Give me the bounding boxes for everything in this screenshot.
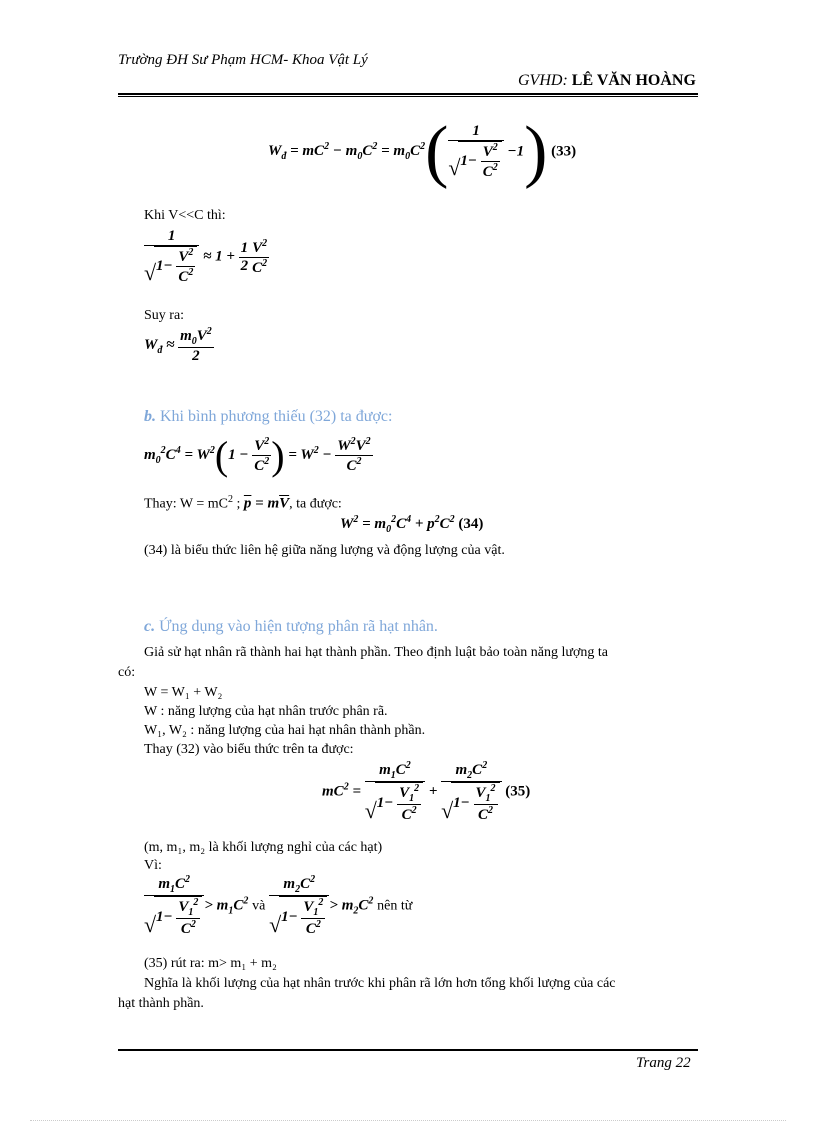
mass-note: (m, m₁, m₂ là khối lượng nghỉ của các hạt) — [144, 840, 383, 855]
header-rule — [118, 93, 698, 97]
w-sum: W = W₁ + W₂ — [144, 685, 223, 700]
page-number: Trang 22 — [636, 1055, 691, 1071]
w12-desc: W₁, W₂ : năng lượng của hai hạt nhân thành phần. — [144, 723, 426, 738]
w-desc: W : năng lượng của hạt nhân trước phân rã. — [144, 704, 388, 719]
final-line1: Nghĩa là khối lượng của hạt nhân trước khi phân rã lớn hơn tổng khối lượng của các — [144, 976, 616, 991]
thay-w: W = mC — [179, 496, 228, 512]
section-c-title: Ứng dụng vào hiện tượng phân rã hạt nhân. — [159, 618, 438, 635]
equation-33: $W_đ = mC^2 - m_0C^2 = m_0C^2$( 1 √ 1− $\frac{V^2}{C^2}$ −1) (33) — [268, 112, 576, 192]
section-c-heading — [144, 618, 438, 636]
va-text: và — [252, 898, 266, 914]
vi-text: Vì: — [144, 858, 162, 873]
thay32-text: Thay (32) vào biểu thức trên ta được: — [144, 742, 354, 757]
section-c-label: c. — [144, 618, 156, 635]
header-teacher — [518, 72, 696, 90]
thay-line: Thay: $W = mC^2$ ; $\overline{p} = m\overline{V}$, ta được: — [144, 494, 342, 512]
conclusion: (35) rút ra: m> m₁ + m₂ — [144, 956, 277, 971]
eq34-label: (34) — [458, 516, 484, 532]
suy-ra-text: Suy ra: — [144, 308, 185, 323]
eq35-label: (35) — [505, 783, 531, 800]
para-c1-line2: có: — [118, 665, 136, 680]
final-line2: hạt thành phần. — [118, 996, 204, 1011]
section-b-label: b. — [144, 408, 156, 425]
equation-35: $mC^2$ = $m_1C^2$ √ 1− $\frac{V_1^2}{C^2}$ + $m_2C^2$ √ 1− $\frac{V_1^2}{C^2}$ (35) — [322, 760, 530, 824]
page-edge-dotted — [30, 1120, 786, 1121]
section-b-heading — [144, 408, 392, 426]
teacher-name: LÊ VĂN HOÀNG — [571, 72, 696, 89]
equation-34: $W^2 = m_0^2C^4 + p^2C^2$ (34) — [340, 514, 484, 535]
squared-equation: $m_0^2C^4 = W^2(1$ − $\frac{V^2}{C^2}$ ) = $W^2$ − $\frac{W^2V^2}{C^2}$ — [144, 433, 371, 478]
khi-v-text: Khi V<<C thì: — [144, 208, 226, 223]
header-school: Trường ĐH Sư Phạm HCM- Khoa Vật Lý — [118, 52, 368, 68]
eq34-description: (34) là biểu thức liên hệ giữa năng lượng và động lượng của vật. — [144, 543, 505, 558]
kinetic-approx: $W_đ$ ≈ $\frac{m_0V^2}{2}$ — [144, 326, 212, 364]
thay-label: Thay: — [144, 496, 177, 512]
nen-tu-text: nên từ — [377, 898, 413, 914]
eq33-label: (33) — [551, 143, 577, 160]
footer-rule — [118, 1049, 698, 1051]
thay-sep: ; — [236, 496, 241, 512]
para-c1-line1: Giả sử hạt nhân rã thành hai hạt thành phần. Theo định luật bảo toàn năng lượng ta — [144, 645, 608, 660]
section-b-title: Khi bình phương thiếu (32) ta được: — [160, 408, 393, 425]
ta-duoc: , ta được: — [289, 496, 342, 512]
inequality-line: $m_1C^2$ √ 1− $\frac{V_1^2}{C^2}$ > $m_1C^2$ và $m_2C^2$ √ 1− $\frac{V_1^2}{C^2}$ > $m_2C^2$ nên từ — [144, 874, 412, 938]
approx-equation: 1 √ 1− $\frac{V^2}{C^2}$ ≈ 1 + $\frac{1}{2}$ $\frac{V^2}{C^2}$ — [144, 228, 269, 286]
gvhd-label: GVHD: — [518, 72, 568, 89]
